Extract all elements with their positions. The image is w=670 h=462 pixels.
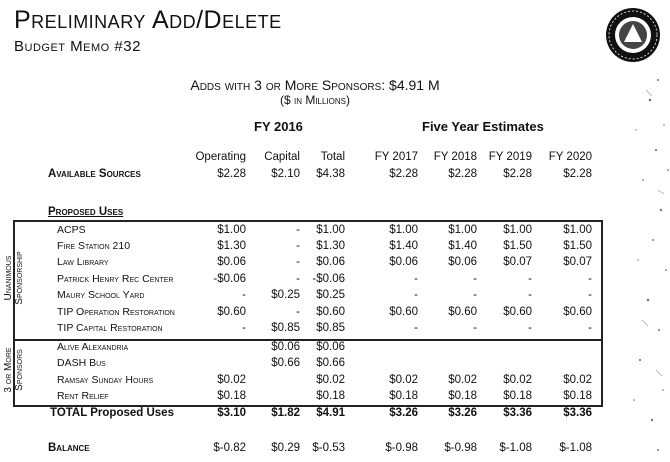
table-row-value: -: [296, 273, 300, 285]
table-row-value: -: [528, 289, 532, 301]
table-row-label: Maury School Yard: [57, 289, 145, 301]
balance-value: $-1.08: [559, 442, 592, 454]
table-row-value: -: [296, 224, 300, 236]
column-header: FY 2018: [433, 151, 477, 163]
table-row-value: -$0.06: [312, 273, 345, 285]
table-row-value: $1.00: [448, 224, 477, 236]
proposed-uses-label: Proposed Uses: [48, 206, 124, 218]
available-sources-label: Available Sources: [48, 168, 141, 180]
available-sources-value: $2.28: [503, 168, 532, 180]
balance-value: $0.29: [271, 442, 300, 454]
table-row-label: Ramsay Sunday Hours: [57, 374, 154, 386]
table-row-value: -: [473, 273, 477, 285]
balance-value: $-1.08: [499, 442, 532, 454]
table-row-value: $0.02: [503, 374, 532, 386]
table-row-value: $0.06: [217, 256, 246, 268]
three-or-more-sponsors-box: [13, 339, 603, 407]
table-row-value: $0.06: [316, 341, 345, 353]
table-row-value: $0.85: [271, 322, 300, 334]
table-row-value: $0.85: [316, 322, 345, 334]
table-row-label: Rent Relief: [57, 390, 109, 402]
table-row-value: $0.02: [389, 374, 418, 386]
table-row-label: DASH Bus: [57, 357, 106, 369]
column-header: FY 2020: [548, 151, 592, 163]
table-row-value: $0.66: [271, 357, 300, 369]
total-value: $3.26: [389, 407, 418, 419]
three-or-more-sponsors-label: 3 or More Sponsors: [3, 347, 25, 393]
table-row-value: $1.40: [448, 240, 477, 252]
table-row-value: -: [242, 289, 246, 301]
city-seal-logo: [604, 6, 662, 64]
table-row-value: -: [296, 306, 300, 318]
table-row-value: $0.60: [389, 306, 418, 318]
fy2016-group-header: FY 2016: [254, 119, 303, 134]
table-row-label: Fire Station 210: [57, 240, 131, 252]
table-row-value: -$0.06: [213, 273, 246, 285]
table-row-value: $1.50: [503, 240, 532, 252]
table-row-value: -: [588, 273, 592, 285]
table-row-value: $0.18: [217, 390, 246, 402]
table-row-value: $0.06: [389, 256, 418, 268]
table-row-value: $1.30: [316, 240, 345, 252]
table-row-value: $0.02: [563, 374, 592, 386]
column-header: Total: [320, 151, 345, 163]
total-divider: [13, 405, 601, 407]
five-year-group-header: Five Year Estimates: [422, 119, 544, 134]
table-row-value: $0.07: [503, 256, 532, 268]
table-row-value: -: [588, 289, 592, 301]
table-row-label: Law Library: [57, 256, 109, 268]
column-header: FY 2019: [488, 151, 532, 163]
table-row-value: $0.25: [271, 289, 300, 301]
balance-value: $-0.98: [385, 442, 418, 454]
table-row-value: $0.07: [563, 256, 592, 268]
table-row-value: -: [414, 322, 418, 334]
total-value: $3.36: [563, 407, 592, 419]
column-header: Operating: [195, 151, 246, 163]
table-row-value: $0.60: [448, 306, 477, 318]
table-row-value: $1.30: [217, 240, 246, 252]
unanimous-sponsorship-box: [13, 220, 603, 341]
column-header: FY 2017: [374, 151, 418, 163]
unanimous-sponsorship-label: Unanimous Sponsorship: [3, 251, 25, 305]
table-row-value: $1.00: [389, 224, 418, 236]
table-row-value: -: [296, 256, 300, 268]
table-row-value: $0.18: [448, 390, 477, 402]
table-row-value: $0.60: [217, 306, 246, 318]
table-row-value: $0.02: [448, 374, 477, 386]
table-row-value: $0.60: [316, 306, 345, 318]
table-row-value: $0.25: [316, 289, 345, 301]
total-value: $3.36: [503, 407, 532, 419]
table-row-value: -: [242, 322, 246, 334]
available-sources-value: $2.28: [389, 168, 418, 180]
table-row-value: $0.06: [316, 256, 345, 268]
column-header: Capital: [264, 151, 300, 163]
balance-value: $-0.82: [213, 442, 246, 454]
table-row-value: $0.02: [316, 374, 345, 386]
total-proposed-uses-label: TOTAL Proposed Uses: [50, 407, 174, 419]
table-row-label: Patrick Henry Rec Center: [57, 273, 174, 285]
table-row-value: $0.60: [503, 306, 532, 318]
table-row-value: $0.18: [316, 390, 345, 402]
balance-label: Balance: [48, 442, 90, 454]
table-row-value: -: [528, 322, 532, 334]
table-row-value: $1.00: [503, 224, 532, 236]
table-row-value: -: [473, 322, 477, 334]
table-row-value: -: [414, 273, 418, 285]
table-row-value: $0.60: [563, 306, 592, 318]
total-value: $3.26: [448, 407, 477, 419]
total-value: $3.10: [217, 407, 246, 419]
total-value: $1.82: [271, 407, 300, 419]
total-value: $4.91: [316, 407, 345, 419]
scan-noise-decoration: [628, 70, 670, 462]
table-subheading: ($ in Millions): [279, 93, 350, 107]
table-row-value: -: [296, 240, 300, 252]
table-row-value: -: [528, 273, 532, 285]
table-row-value: -: [473, 289, 477, 301]
table-row-value: $0.18: [389, 390, 418, 402]
page-title: Preliminary Add/Delete: [14, 6, 282, 34]
table-row-value: $1.00: [217, 224, 246, 236]
table-row-value: $1.50: [563, 240, 592, 252]
balance-value: $-0.98: [444, 442, 477, 454]
available-sources-value: $2.28: [563, 168, 592, 180]
available-sources-value: $4.38: [316, 168, 345, 180]
table-row-label: TIP Capital Restoration: [57, 322, 163, 334]
available-sources-value: $2.28: [217, 168, 246, 180]
balance-value: $-0.53: [312, 442, 345, 454]
table-row-value: $0.06: [271, 341, 300, 353]
table-row-value: $1.00: [316, 224, 345, 236]
table-row-value: $0.06: [448, 256, 477, 268]
table-row-value: $0.18: [503, 390, 532, 402]
table-row-value: -: [588, 322, 592, 334]
available-sources-value: $2.10: [271, 168, 300, 180]
table-heading: Adds with 3 or More Sponsors: $4.91 M: [190, 77, 440, 93]
table-row-value: $0.02: [217, 374, 246, 386]
table-row-value: -: [414, 289, 418, 301]
table-row-label: ACPS: [57, 224, 86, 236]
page-subtitle: Budget Memo #32: [14, 38, 141, 55]
table-row-label: Alive Alexandria: [57, 341, 129, 353]
table-row-value: $1.40: [389, 240, 418, 252]
available-sources-value: $2.28: [448, 168, 477, 180]
table-row-value: $0.18: [563, 390, 592, 402]
table-row-label: TIP Operation Restoration: [57, 306, 175, 318]
table-row-value: $0.66: [316, 357, 345, 369]
table-row-value: $1.00: [563, 224, 592, 236]
